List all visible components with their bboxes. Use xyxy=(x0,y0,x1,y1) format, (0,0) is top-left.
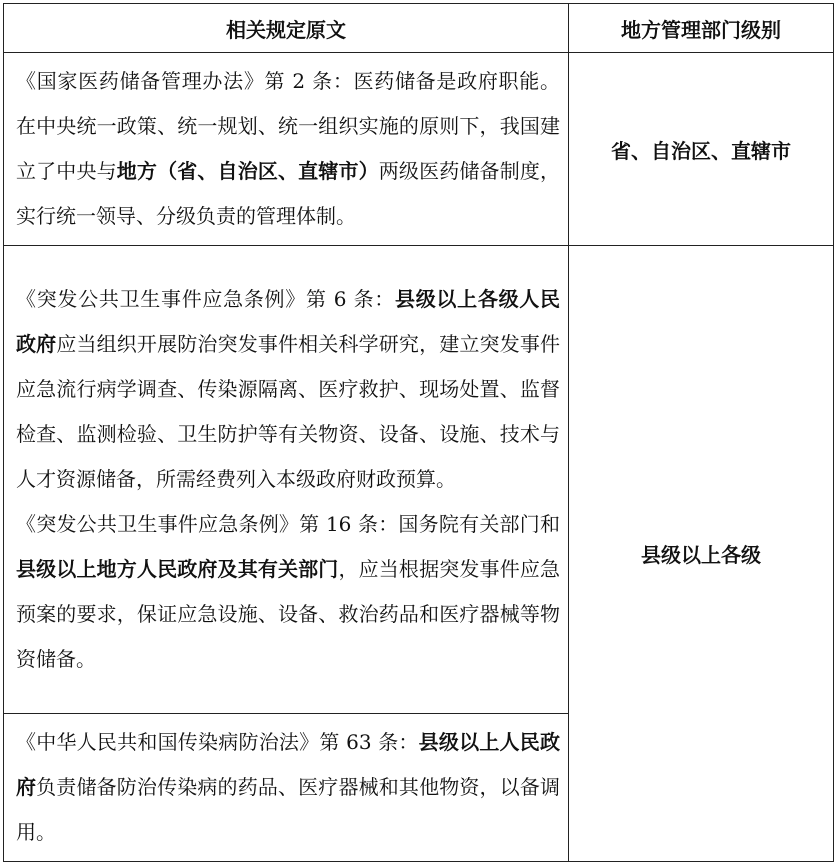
table-row xyxy=(4,246,834,714)
header-row xyxy=(4,4,834,53)
header-department-level: 地方管理部门级别 xyxy=(569,4,834,53)
regulation-text: 《国家医药储备管理办法》第 2 条：医药储备是政府职能。在中央统一政策、统一规划、统一组织实施的原则下，我国建立了中央与 xyxy=(16,69,560,183)
regulation-cell xyxy=(4,246,569,714)
regulation-cell xyxy=(4,714,569,862)
table-row xyxy=(4,53,834,246)
regulation-text: 《突发公共卫生事件应急条例》第 6 条： xyxy=(16,287,395,311)
regulation-paragraph xyxy=(16,277,560,502)
emphasized-text: 地方（省、自治区、直辖市） xyxy=(116,159,379,183)
regulation-text: 两级医药储备制度，实行统一领导、分级负责的管理体制。 xyxy=(16,159,561,228)
level-cell: 县级以上各级 xyxy=(569,246,834,862)
regulation-text: 应当组织开展防治突发事件相关科学研究，建立突发事件应急流行病学调查、传染源隔离、医疗救护、现场处置、监督检查、监测检验、卫生防护等有关物资、设备、设施、技术与人才资源储备，所需经费列入本级政府财政预算。 xyxy=(16,332,561,491)
regulation-text: 负责储备防治传染病的药品、医疗器械和其他物资，以备调用。 xyxy=(16,775,561,844)
emphasized-text: 县级以上各级人民政府 xyxy=(16,287,560,356)
regulation-text: 《中华人民共和国传染病防治法》第 63 条： xyxy=(16,730,419,754)
level-cell: 省、自治区、直辖市 xyxy=(569,53,834,246)
regulation-table xyxy=(3,3,834,862)
regulation-text: 《突发公共卫生事件应急条例》第 16 条：国务院有关部门和 xyxy=(16,512,560,536)
regulation-cell xyxy=(4,53,569,246)
header-regulation-text: 相关规定原文 xyxy=(4,4,569,53)
regulation-paragraph xyxy=(16,59,560,239)
regulation-paragraph xyxy=(16,720,560,855)
regulation-text: ，应当根据突发事件应急预案的要求，保证应急设施、设备、救治药品和医疗器械等物资储备。 xyxy=(16,557,561,671)
emphasized-text: 县级以上人民政府 xyxy=(16,730,561,799)
emphasized-text: 县级以上地方人民政府及其有关部门 xyxy=(16,557,339,581)
regulation-paragraph xyxy=(16,502,560,682)
